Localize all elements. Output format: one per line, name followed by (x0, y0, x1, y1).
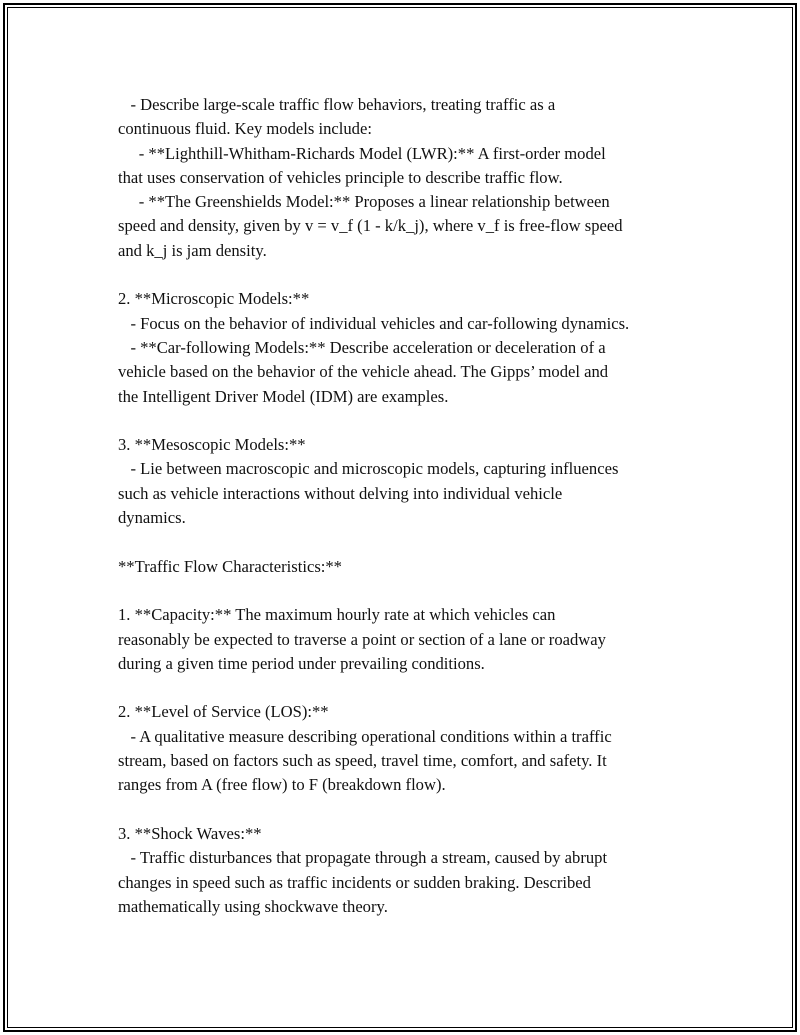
text-line: vehicle based on the behavior of the vehicle ahead. The Gipps’ model and (118, 362, 609, 382)
text-line: 2. **Level of Service (LOS):** (118, 702, 329, 722)
text-line: dynamics. (118, 508, 186, 528)
text-line: **Traffic Flow Characteristics:** (118, 556, 342, 576)
text-line: continuous fluid. Key models include: (118, 119, 372, 139)
text-line: - **Lighthill-Whitham-Richards Model (LWR):** A first-order model (118, 143, 606, 163)
text-line: stream, based on factors such as speed, travel time, comfort, and safety. It (118, 751, 607, 771)
text-line: 3. **Shock Waves:** (118, 823, 262, 843)
text-line: - **The Greenshields Model:** Proposes a linear relationship between (118, 192, 610, 212)
text-line: that uses conservation of vehicles principle to describe traffic flow. (118, 167, 563, 187)
text-line: ranges from A (free flow) to F (breakdown flow). (118, 775, 446, 795)
text-line: - A qualitative measure describing operational conditions within a traffic (118, 726, 612, 746)
document-body (118, 93, 698, 919)
text-line: changes in speed such as traffic incidents or sudden braking. Described (118, 872, 591, 892)
blank-line (118, 263, 698, 287)
text-line: reasonably be expected to traverse a point or section of a lane or roadway (118, 629, 606, 649)
blank-line (118, 579, 698, 603)
text-line: and k_j is jam density. (118, 240, 267, 260)
text-line: 1. **Capacity:** The maximum hourly rate at which vehicles can (118, 605, 556, 625)
text-line: - Traffic disturbances that propagate through a stream, caused by abrupt (118, 848, 608, 868)
blank-line (118, 798, 698, 822)
text-line: - Describe large-scale traffic flow behaviors, treating traffic as a (118, 95, 556, 114)
text-line: the Intelligent Driver Model (IDM) are examples. (118, 386, 449, 406)
text-line: during a given time period under prevailing conditions. (118, 653, 485, 673)
blank-line (118, 676, 698, 700)
text-line: - **Car-following Models:** Describe acceleration or deceleration of a (118, 337, 606, 357)
blank-line (118, 409, 698, 433)
text-line: - Focus on the behavior of individual vehicles and car-following dynamics. (118, 313, 630, 333)
text-line: 2. **Microscopic Models:** (118, 289, 310, 309)
text-line: 3. **Mesoscopic Models:** (118, 435, 306, 455)
text-line: speed and density, given by v = v_f (1 - k/k_j), where v_f is free-flow speed (118, 216, 623, 236)
blank-line (118, 530, 698, 554)
text-line: such as vehicle interactions without delving into individual vehicle (118, 483, 563, 503)
text-line: - Lie between macroscopic and microscopic models, capturing influences (118, 459, 619, 479)
text-line: mathematically using shockwave theory. (118, 896, 388, 916)
